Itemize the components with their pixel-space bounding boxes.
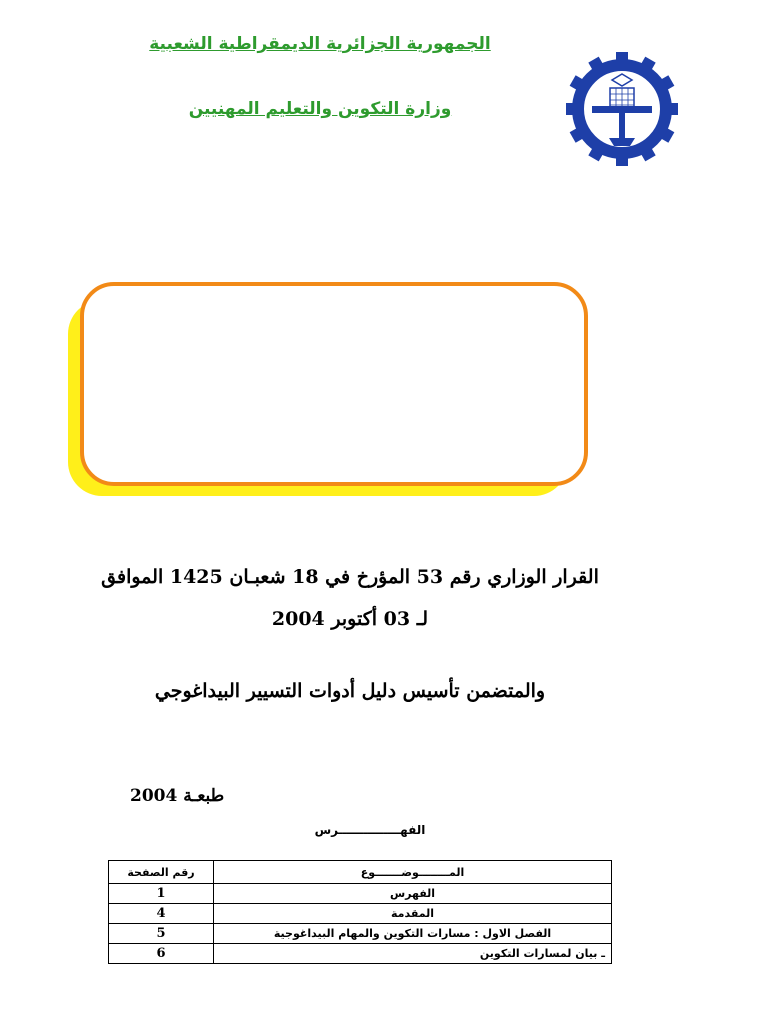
toc-row-subject: ـ بيان لمسارات التكوين (214, 944, 612, 964)
header-ministry: وزارة التكوين والتعليم المهنيين (188, 99, 452, 119)
decree-line-2: لـ 03 أكتوبر 2004 (271, 608, 429, 630)
toc-row-page: 5 (109, 924, 214, 944)
edition-label: طبعـة 2004 (130, 786, 225, 806)
toc-header-row (109, 861, 612, 884)
toc-header-page: رقم الصفحة (109, 861, 214, 884)
toc-row-page: 6 (109, 944, 214, 964)
toc-row-subject: الفصل الاول : مسارات التكوين والمهام البيداغوجية (214, 924, 612, 944)
title-box (80, 282, 588, 486)
toc-row-subject: الفهرس (214, 884, 612, 904)
toc-row (109, 884, 612, 904)
toc-row-page: 1 (109, 884, 214, 904)
gear-emblem-icon (566, 50, 678, 168)
decree-line-1: القرار الوزاري رقم 53 المؤرخ في 18 شعبـان 1425 الموافق (101, 566, 599, 588)
toc-header-subject: المــــــــوضـــــــوع (214, 861, 612, 884)
toc-row-subject: المقدمة (214, 904, 612, 924)
toc-title: الفهـــــــــــــــرس (314, 823, 426, 837)
header-republic: الجمهورية الجزائرية الديمقراطية الشعبية (149, 34, 491, 54)
toc-row (109, 944, 612, 964)
toc-row (109, 904, 612, 924)
decree-subject: والمتضمن تأسيس دليل أدوات التسيير البيداغوجي (154, 680, 546, 702)
toc-table (108, 860, 612, 964)
toc-row (109, 924, 612, 944)
toc-row-page: 4 (109, 904, 214, 924)
